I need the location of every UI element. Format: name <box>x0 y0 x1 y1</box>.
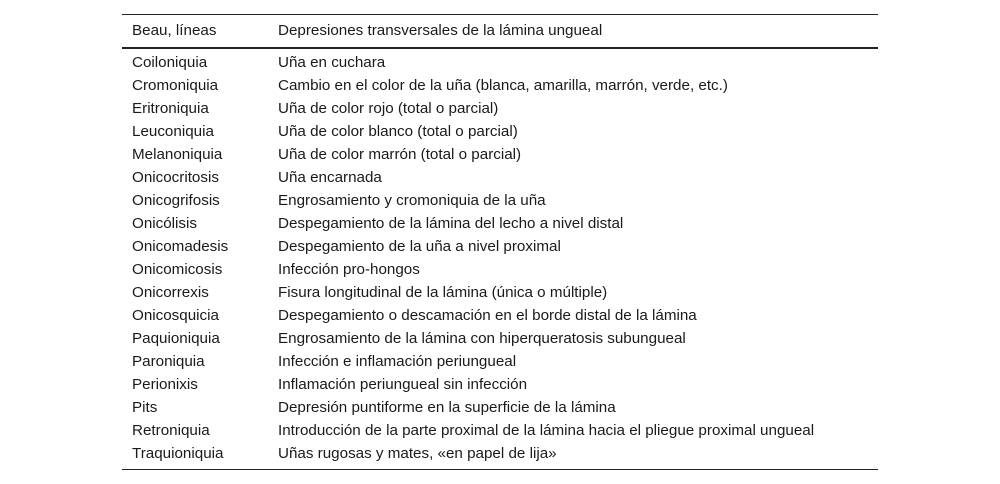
table-row <box>122 189 878 212</box>
table-row <box>122 396 878 419</box>
table-row <box>122 143 878 166</box>
row-term: Paquioniquia <box>132 330 220 347</box>
table-row <box>122 304 878 327</box>
row-term: Coiloniquia <box>132 54 208 71</box>
row-definition: Uña de color marrón (total o parcial) <box>278 146 522 163</box>
row-term: Retroniquia <box>132 422 210 439</box>
table-row <box>122 51 878 74</box>
table-row <box>122 442 878 465</box>
row-term: Onicólisis <box>132 215 197 232</box>
row-term: Melanoniquia <box>132 146 223 163</box>
table-row <box>122 350 878 373</box>
table-row <box>122 120 878 143</box>
row-definition: Despegamiento de la lámina del lecho a nivel distal <box>278 215 624 232</box>
row-definition: Uñas rugosas y mates, «en papel de lija» <box>278 445 557 462</box>
row-term: Onicogrifosis <box>132 192 220 209</box>
table-row <box>122 74 878 97</box>
row-term: Onicocritosis <box>132 169 219 186</box>
row-definition: Uña de color rojo (total o parcial) <box>278 100 499 117</box>
row-definition: Inflamación periungueal sin infección <box>278 376 528 393</box>
row-term: Onicosquicia <box>132 307 219 324</box>
row-definition: Infección e inflamación periungueal <box>278 353 517 370</box>
table-row <box>122 97 878 120</box>
row-term: Traquioniquia <box>132 445 224 462</box>
table-row <box>122 166 878 189</box>
table-row <box>122 373 878 396</box>
table-bottom-rule <box>122 469 878 470</box>
table-row <box>122 212 878 235</box>
table-row <box>122 327 878 350</box>
row-definition: Despegamiento de la uña a nivel proximal <box>278 238 561 255</box>
row-term: Cromoniquia <box>132 77 219 94</box>
row-definition: Cambio en el color de la uña (blanca, amarilla, marrón, verde, etc.) <box>278 77 728 94</box>
row-definition: Introducción de la parte proximal de la lámina hacia el pliegue proximal ungueal <box>278 422 815 439</box>
row-term: Onicorrexis <box>132 284 209 301</box>
row-definition: Fisura longitudinal de la lámina (única o múltiple) <box>278 284 608 301</box>
table-row <box>122 281 878 304</box>
row-definition: Engrosamiento y cromoniquia de la uña <box>278 192 546 209</box>
nail-terms-table <box>122 14 878 470</box>
row-definition: Depresión puntiforme en la superficie de la lámina <box>278 399 616 416</box>
table-body <box>122 49 878 469</box>
row-term: Paroniquia <box>132 353 205 370</box>
table-row <box>122 258 878 281</box>
header-term: Beau, líneas <box>132 22 217 39</box>
table-row <box>122 235 878 258</box>
row-term: Leuconiquia <box>132 123 214 140</box>
table-header-row <box>122 15 878 47</box>
row-definition: Uña encarnada <box>278 169 382 186</box>
row-definition: Infección pro-hongos <box>278 261 420 278</box>
row-term: Perionixis <box>132 376 198 393</box>
table-row <box>122 419 878 442</box>
row-term: Pits <box>132 399 158 416</box>
header-definition: Depresiones transversales de la lámina ungueal <box>278 22 603 39</box>
row-term: Onicomicosis <box>132 261 223 278</box>
row-definition: Despegamiento o descamación en el borde distal de la lámina <box>278 307 697 324</box>
row-term: Onicomadesis <box>132 238 229 255</box>
row-definition: Uña de color blanco (total o parcial) <box>278 123 518 140</box>
row-term: Eritroniquia <box>132 100 209 117</box>
row-definition: Engrosamiento de la lámina con hiperqueratosis subungueal <box>278 330 686 347</box>
row-definition: Uña en cuchara <box>278 54 386 71</box>
